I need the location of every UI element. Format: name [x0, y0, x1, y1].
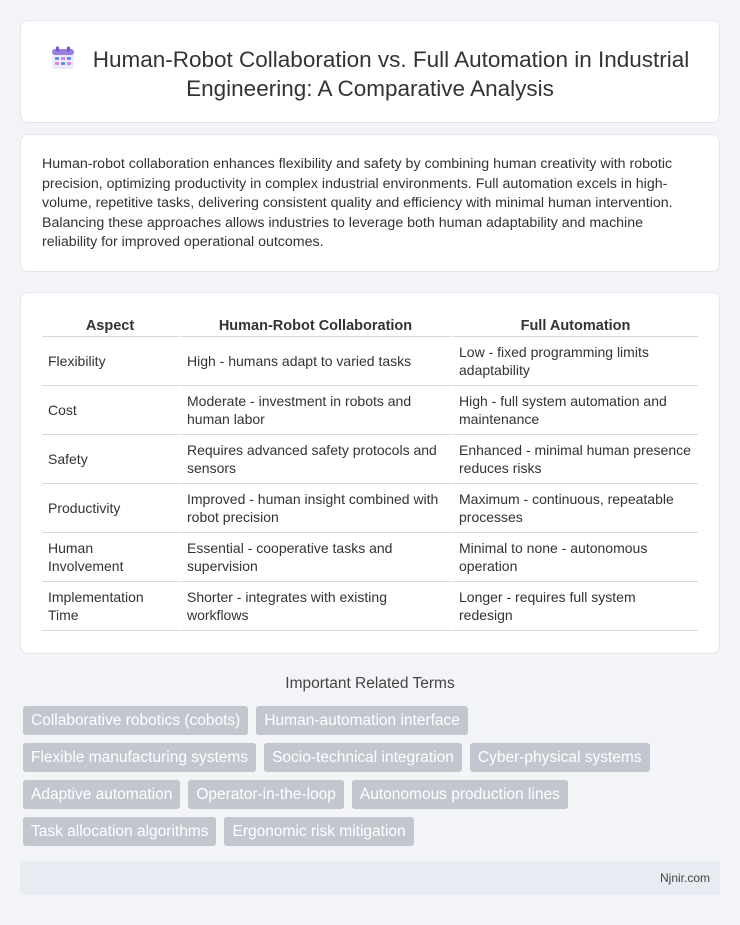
term-tag[interactable]: Operator-in-the-loop — [188, 780, 344, 809]
table-header-row — [42, 315, 698, 337]
term-tag[interactable]: Ergonomic risk mitigation — [224, 817, 413, 846]
table-row — [42, 484, 698, 533]
page-title-wrapper — [21, 45, 719, 103]
aspect-cell: Flexibility — [42, 337, 178, 386]
related-terms — [23, 706, 723, 854]
term-row — [23, 743, 723, 772]
aspect-cell: Safety — [42, 435, 178, 484]
term-tag[interactable]: Cyber-physical systems — [470, 743, 650, 772]
header-human-robot-collaboration: Human-Robot Collaboration — [178, 315, 450, 337]
title-card — [20, 20, 720, 123]
related-terms-title: Important Related Terms — [285, 675, 455, 692]
term-tag[interactable]: Collaborative robotics (cobots) — [23, 706, 248, 735]
automation-cell: Enhanced - minimal human presence reduces risks — [450, 435, 698, 484]
table-row — [42, 337, 698, 386]
term-tag[interactable]: Adaptive automation — [23, 780, 180, 809]
table-row — [42, 533, 698, 582]
term-row — [23, 817, 723, 846]
comparison-table-card — [20, 292, 720, 654]
collaboration-cell: High - humans adapt to varied tasks — [178, 337, 450, 386]
aspect-cell: Cost — [42, 386, 178, 435]
term-tag[interactable]: Human-automation interface — [256, 706, 468, 735]
footer — [20, 861, 720, 895]
aspect-cell: Implementation Time — [42, 582, 178, 631]
automation-cell: Maximum - continuous, repeatable processes — [450, 484, 698, 533]
term-tag[interactable]: Task allocation algorithms — [23, 817, 216, 846]
table-row — [42, 386, 698, 435]
table-row — [42, 582, 698, 631]
collaboration-cell: Improved - human insight combined with robot precision — [178, 484, 450, 533]
aspect-cell: Productivity — [42, 484, 178, 533]
term-row — [23, 706, 723, 735]
automation-cell: Longer - requires full system redesign — [450, 582, 698, 631]
automation-cell: Low - fixed programming limits adaptability — [450, 337, 698, 386]
automation-cell: Minimal to none - autonomous operation — [450, 533, 698, 582]
collaboration-cell: Shorter - integrates with existing workflows — [178, 582, 450, 631]
term-tag[interactable]: Socio-technical integration — [264, 743, 462, 772]
term-row — [23, 780, 723, 809]
collaboration-cell: Essential - cooperative tasks and supervision — [178, 533, 450, 582]
table-row — [42, 435, 698, 484]
header-aspect: Aspect — [42, 315, 178, 337]
header-full-automation: Full Automation — [450, 315, 698, 337]
calendar-icon — [51, 46, 75, 70]
summary-card — [20, 134, 720, 272]
term-tag[interactable]: Flexible manufacturing systems — [23, 743, 256, 772]
automation-cell: High - full system automation and maintenance — [450, 386, 698, 435]
collaboration-cell: Requires advanced safety protocols and sensors — [178, 435, 450, 484]
summary-text: Human-robot collaboration enhances flexibility and safety by combining human creativity with robotic precision, optimizing productivity in complex industrial environments. Full automation excels in high-volume, repetitive tasks, delivering consistent quality and efficiency with minimal human intervention. Balancing these approaches allows industries to leverage both human adaptability and machine reliability for improved operational outcomes. — [42, 156, 673, 251]
comparison-table — [42, 315, 698, 631]
term-tag[interactable]: Autonomous production lines — [352, 780, 568, 809]
aspect-cell: Human Involvement — [42, 533, 178, 582]
footer-site-link[interactable]: Njnir.com — [659, 871, 710, 885]
page-title: Human-Robot Collaboration vs. Full Automation in Industrial Engineering: A Comparative Analysis — [92, 47, 690, 101]
collaboration-cell: Moderate - investment in robots and human labor — [178, 386, 450, 435]
